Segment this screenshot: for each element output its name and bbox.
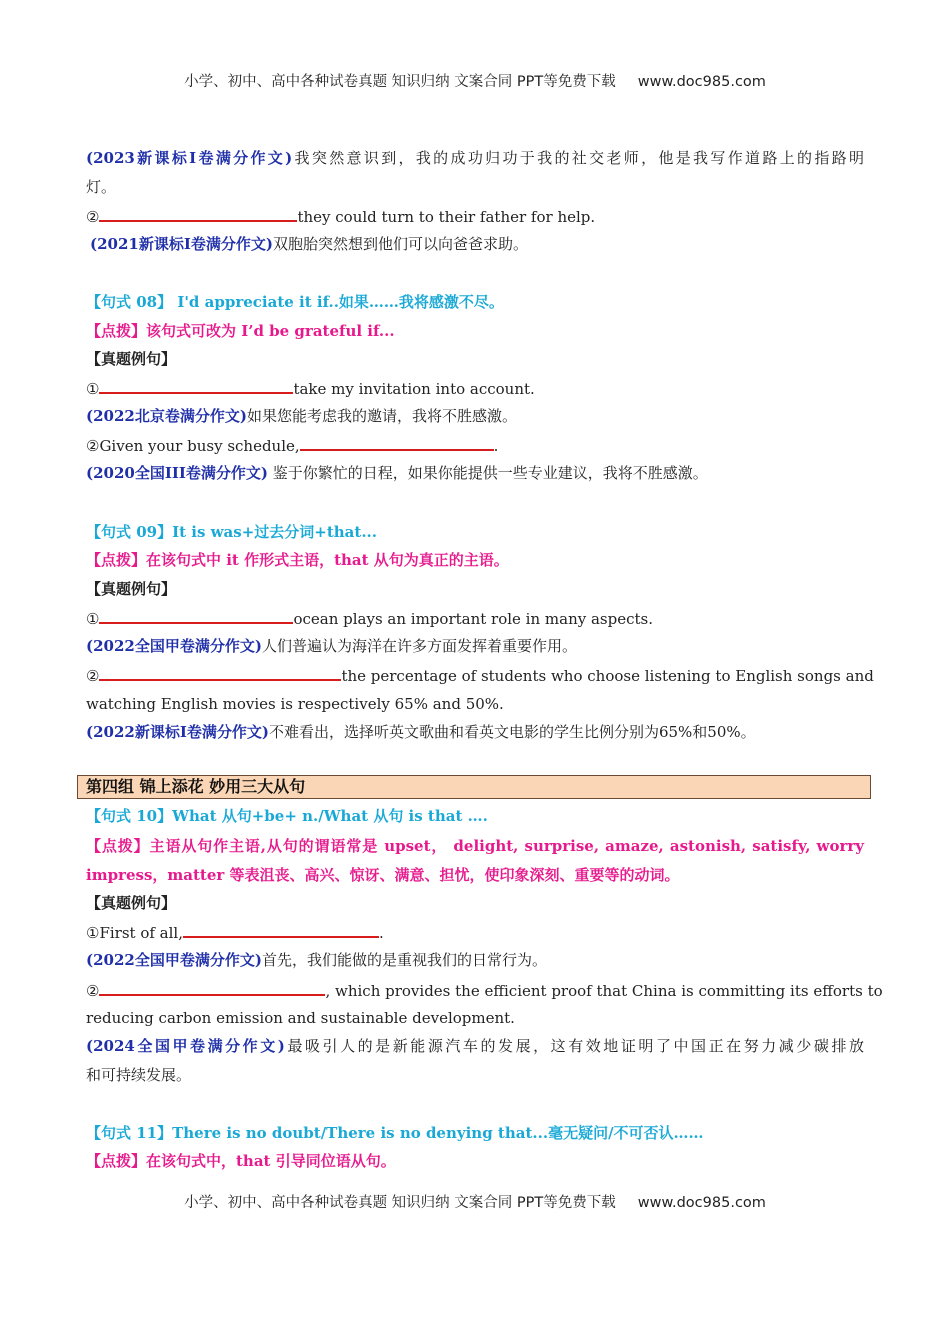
english-text: , which provides the efficient proof that China is committing its efforts to bbox=[325, 982, 883, 1000]
chinese-text: 双胞胎突然想到他们可以向爸爸求助。 bbox=[272, 235, 528, 253]
page-header bbox=[0, 70, 950, 91]
answer-blank[interactable] bbox=[99, 206, 297, 222]
pattern-11-heading: 【句式 11】There is no doubt/There is no denying that...毫无疑问/不可否认…… bbox=[86, 1124, 704, 1142]
header-site-link[interactable]: www.doc985.com bbox=[637, 74, 766, 90]
answer-blank[interactable] bbox=[300, 435, 494, 451]
chinese-text: 首先，我们能做的是重视我们的日常行为。 bbox=[261, 951, 547, 969]
line-continuation: watching English movies is respectively 65% and 50%. bbox=[86, 695, 504, 713]
pattern-08-heading: 【句式 08】 I'd appreciate it if..如果……我将感激不尽。 bbox=[86, 293, 504, 311]
line-2023-source bbox=[86, 148, 864, 168]
example-line bbox=[86, 665, 874, 686]
english-text: ①First of all, bbox=[86, 924, 183, 942]
item-number: ② bbox=[86, 982, 100, 1000]
english-text: the percentage of students who choose listening to English songs and bbox=[341, 667, 874, 685]
example-line bbox=[86, 435, 864, 456]
source-line bbox=[86, 722, 864, 742]
examples-heading: 【真题例句】 bbox=[86, 580, 177, 598]
item-number: ① bbox=[86, 380, 100, 398]
source-line bbox=[86, 406, 864, 426]
chinese-text: 鉴于你繁忙的日程，如果你能提供一些专业建议，我将不胜感激。 bbox=[268, 464, 708, 482]
source-line bbox=[86, 950, 864, 970]
header-text: 小学、初中、高中各种试卷真题 知识归纳 文案合同 PPT等免费下载 bbox=[184, 74, 616, 90]
english-text: ocean plays an important role in many aspects. bbox=[293, 610, 653, 628]
chinese-text: 人们普遍认为海洋在许多方面发挥着重要作用。 bbox=[261, 637, 577, 655]
section-banner: 第四组 锦上添花 妙用三大从句 bbox=[77, 775, 871, 799]
source-line bbox=[86, 1036, 864, 1056]
chinese-text: 最吸引人的是新能源汽车的发展，这有效地证明了中国正在努力减少碳排放 bbox=[284, 1037, 864, 1055]
source-line bbox=[86, 636, 864, 656]
pattern-09-heading: 【句式 09】It is was+过去分词+that... bbox=[86, 523, 377, 541]
english-text: . bbox=[378, 924, 384, 942]
source-label: (2022新课标I卷满分作文) bbox=[86, 723, 269, 741]
pattern-09-tip: 【点拨】在该句式中 it 作形式主语，that 从句为真正的主语。 bbox=[86, 551, 509, 569]
english-text: ②Given your busy schedule, bbox=[86, 437, 300, 455]
examples-heading: 【真题例句】 bbox=[86, 894, 177, 912]
source-label: (2022北京卷满分作文) bbox=[86, 407, 247, 425]
english-text: take my invitation into account. bbox=[293, 380, 535, 398]
item-number: ② bbox=[86, 667, 100, 685]
source-label: (2021新课标I卷满分作文) bbox=[90, 235, 273, 253]
line-continuation: 和可持续发展。 bbox=[86, 1066, 192, 1084]
footer-site-link[interactable]: www.doc985.com bbox=[637, 1195, 766, 1211]
pattern-10-tip: 【点拨】主语从句作主语,从句的谓语常是 upset， delight, surprise, amaze, astonish, satisfy, worry bbox=[86, 837, 864, 855]
example-line bbox=[86, 206, 864, 227]
english-text: they could turn to their father for help. bbox=[297, 208, 596, 226]
pattern-08-tip: 【点拨】该句式可改为 I’d be grateful if... bbox=[86, 322, 395, 340]
chinese-text: 如果您能考虑我的邀请，我将不胜感激。 bbox=[246, 407, 517, 425]
source-label: (2020全国III卷满分作文) bbox=[86, 464, 268, 482]
examples-heading: 【真题例句】 bbox=[86, 350, 177, 368]
source-label: (2024全国甲卷满分作文) bbox=[86, 1037, 285, 1055]
source-label: (2022全国甲卷满分作文) bbox=[86, 951, 262, 969]
item-number: ② bbox=[86, 208, 100, 226]
source-line bbox=[86, 463, 864, 483]
pattern-10-heading: 【句式 10】What 从句+be+ n./What 从句 is that …. bbox=[86, 807, 488, 825]
example-line bbox=[86, 608, 864, 629]
line-2021-source bbox=[90, 234, 868, 254]
answer-blank[interactable] bbox=[183, 922, 379, 938]
line-continuation: reducing carbon emission and sustainable development. bbox=[86, 1009, 515, 1027]
chinese-text: 我突然意识到，我的成功归功于我的社交老师，他是我写作道路上的指路明 bbox=[292, 149, 864, 167]
english-text: . bbox=[493, 437, 499, 455]
chinese-text: 灯。 bbox=[86, 178, 117, 196]
item-number: ① bbox=[86, 610, 100, 628]
answer-blank[interactable] bbox=[99, 608, 293, 624]
source-label: (2022全国甲卷满分作文) bbox=[86, 637, 262, 655]
line-continuation bbox=[86, 177, 864, 197]
answer-blank[interactable] bbox=[99, 378, 293, 394]
example-line bbox=[86, 922, 864, 943]
example-line bbox=[86, 980, 883, 1001]
answer-blank[interactable] bbox=[99, 980, 325, 996]
example-line bbox=[86, 378, 864, 399]
pattern-11-tip: 【点拨】在该句式中，that 引导同位语从句。 bbox=[86, 1152, 396, 1170]
page-footer bbox=[0, 1191, 950, 1212]
pattern-10-tip-cont: impress，matter 等表沮丧、高兴、惊讶、满意、担忧，使印象深刻、重要等的动词。 bbox=[86, 866, 680, 884]
footer-text: 小学、初中、高中各种试卷真题 知识归纳 文案合同 PPT等免费下载 bbox=[184, 1195, 616, 1211]
chinese-text: 不难看出，选择听英文歌曲和看英文电影的学生比例分别为65%和50%。 bbox=[268, 723, 756, 741]
source-label: (2023新课标I卷满分作文) bbox=[86, 149, 293, 167]
answer-blank[interactable] bbox=[99, 665, 341, 681]
